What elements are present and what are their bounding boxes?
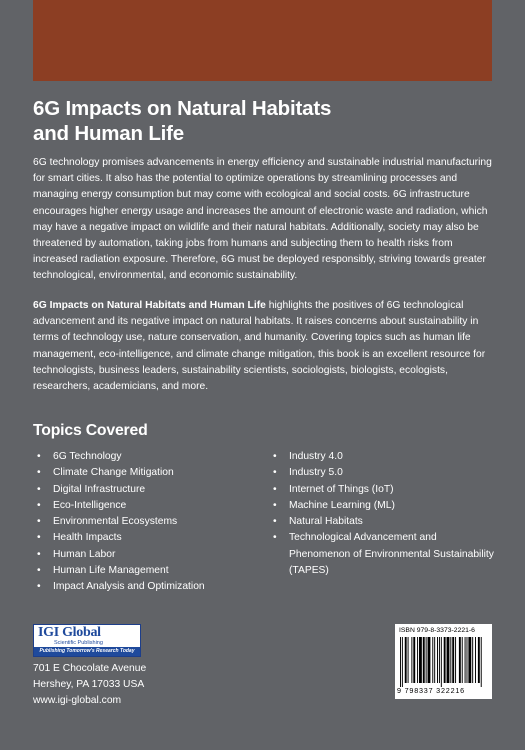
barcode-bar bbox=[417, 637, 418, 683]
barcode-bar bbox=[439, 637, 440, 683]
topic-label: Impact Analysis and Optimization bbox=[53, 581, 205, 593]
barcode-bar bbox=[428, 637, 431, 683]
publisher-address bbox=[33, 661, 146, 709]
barcode-bar bbox=[413, 637, 415, 683]
topic-label: Environmental Ecosystems bbox=[53, 516, 178, 528]
topic-label: Industry 5.0 bbox=[289, 467, 343, 479]
barcode-bar bbox=[437, 637, 438, 683]
bullet-point: • bbox=[37, 451, 41, 462]
topic-label: Internet of Things (IoT) bbox=[289, 483, 394, 495]
topic-label: Human Life Management bbox=[53, 565, 169, 577]
bullet-point: • bbox=[37, 548, 41, 560]
topics-heading: Topics Covered bbox=[33, 422, 148, 439]
bullet-point: • bbox=[273, 451, 277, 462]
book-title-line-2: and Human Life bbox=[33, 122, 184, 145]
publisher-address-line-2: Hershey, PA 17033 USA bbox=[33, 679, 145, 690]
barcode-bars bbox=[400, 637, 488, 687]
topic-item bbox=[37, 547, 262, 563]
barcode-bar bbox=[423, 637, 425, 683]
barcode-bar bbox=[434, 637, 435, 683]
bullet-point: • bbox=[37, 499, 41, 511]
bullet-point: • bbox=[273, 499, 277, 511]
book-title-line-1: 6G Impacts on Natural Habitats bbox=[33, 97, 332, 120]
topic-item bbox=[273, 530, 498, 579]
bullet-point: • bbox=[273, 483, 277, 495]
bullet-point: • bbox=[273, 467, 277, 479]
barcode-bar bbox=[408, 637, 409, 683]
top-color-band bbox=[33, 0, 492, 81]
topics-list-left bbox=[37, 449, 262, 596]
topic-label: Machine Learning (ML) bbox=[289, 499, 395, 511]
publisher-address-line-1: 701 E Chocolate Avenue bbox=[33, 663, 147, 674]
barcode-bar bbox=[450, 637, 451, 683]
topic-item bbox=[273, 465, 498, 481]
topic-label: Health Impacts bbox=[53, 532, 122, 544]
barcode-bar bbox=[468, 637, 471, 683]
barcode-bar bbox=[452, 637, 454, 683]
description-paragraph-2-bold-title: 6G Impacts on Natural Habitats and Human Life bbox=[33, 300, 266, 311]
publisher-website: www.igi-global.com bbox=[33, 695, 122, 706]
topic-label: Digital Infrastructure bbox=[53, 483, 146, 495]
bullet-point: • bbox=[37, 467, 41, 479]
barcode-bar bbox=[405, 637, 407, 683]
topics-list-right bbox=[273, 449, 498, 579]
bullet-point: • bbox=[37, 532, 41, 544]
barcode-bar bbox=[462, 637, 463, 683]
topic-item bbox=[37, 449, 262, 465]
topic-label: Human Labor bbox=[53, 548, 116, 560]
topic-item bbox=[273, 514, 498, 530]
barcode-digits: 9 798337 322216 bbox=[397, 686, 465, 695]
topic-item bbox=[273, 449, 498, 465]
barcode-bar bbox=[447, 637, 450, 683]
bullet-point: • bbox=[37, 483, 41, 495]
barcode-bar bbox=[426, 637, 427, 683]
publisher-logo-name: IGI Global bbox=[38, 625, 101, 640]
isbn-text: ISBN 979-8-3373-2221-6 bbox=[399, 627, 475, 634]
barcode-bar bbox=[400, 637, 401, 687]
topic-label: Industry 4.0 bbox=[289, 451, 343, 462]
barcode-bar bbox=[441, 637, 442, 687]
isbn-barcode bbox=[395, 624, 492, 699]
publisher-logo bbox=[33, 624, 141, 657]
topic-item bbox=[37, 482, 262, 498]
barcode-bar bbox=[478, 637, 480, 683]
publisher-logo-subtitle: Scientific Publishing bbox=[54, 640, 103, 646]
barcode-bar bbox=[467, 637, 468, 683]
bullet-point: • bbox=[37, 565, 41, 577]
barcode-bar bbox=[432, 637, 433, 683]
topic-label: Technological Advancement and Phenomenon of Environmental Sustainability (TAPES) bbox=[289, 532, 494, 577]
topic-item bbox=[273, 498, 498, 514]
barcode-bar bbox=[459, 637, 461, 683]
topic-item bbox=[37, 530, 262, 546]
barcode-bar bbox=[472, 637, 473, 683]
topic-label: Eco-Intelligence bbox=[53, 499, 127, 511]
bullet-point: • bbox=[37, 516, 41, 528]
topic-item bbox=[37, 579, 262, 595]
bullet-point: • bbox=[37, 581, 41, 593]
topic-label: 6G Technology bbox=[53, 451, 122, 462]
topic-item bbox=[37, 563, 262, 579]
barcode-bar bbox=[411, 637, 412, 683]
barcode-bar bbox=[419, 637, 422, 683]
publisher-logo-tagline: Publishing Tomorrow's Research Today bbox=[34, 647, 140, 656]
barcode-bar bbox=[444, 637, 446, 683]
barcode-bar bbox=[465, 637, 466, 683]
description-paragraph-2 bbox=[33, 298, 495, 395]
bullet-point: • bbox=[273, 516, 277, 528]
barcode-bar bbox=[475, 637, 476, 683]
topic-item bbox=[273, 482, 498, 498]
description-paragraph-2-text: highlights the positives of 6G technological advancement and its negative impact on natural habitats. It raises concerns about sustainability in terms of technology use, nature conservation, and humanity. Covering topics such as human life management, eco-intelligence, and climate change mitigation, this book is an excellent resource for technologists, business leaders, sustainability scientists, sociologists, biologists, ecologists, researchers, academicians, and more. bbox=[33, 300, 486, 393]
topic-item bbox=[37, 465, 262, 481]
topic-item bbox=[37, 498, 262, 514]
description-paragraph-1: 6G technology promises advancements in energy efficiency and sustainable industrial manufacturing for smart cities. It also has the potential to optimize operations by streamlining processes and managing energy consumption but may come with ecological and social costs. 6G infrastructure encourages higher energy usage and increases the amount of electronic waste and radiation, which may have a negative impact on wildlife and their natural habitats. Additionally, society may also be threatened by automation, taking jobs from humans and subjecting them to health risks from increased radiation exposure. Therefore, 6G must be deployed responsibly, striving towards greater technological, environmental, and economic sustainability. bbox=[33, 157, 492, 282]
topic-item bbox=[37, 514, 262, 530]
barcode-bar bbox=[455, 637, 456, 683]
topic-label: Climate Change Mitigation bbox=[53, 467, 174, 479]
bullet-point: • bbox=[273, 532, 277, 544]
book-title bbox=[33, 96, 473, 146]
topic-label: Natural Habitats bbox=[289, 516, 363, 528]
barcode-bar bbox=[481, 637, 482, 687]
barcode-bar bbox=[402, 637, 403, 687]
